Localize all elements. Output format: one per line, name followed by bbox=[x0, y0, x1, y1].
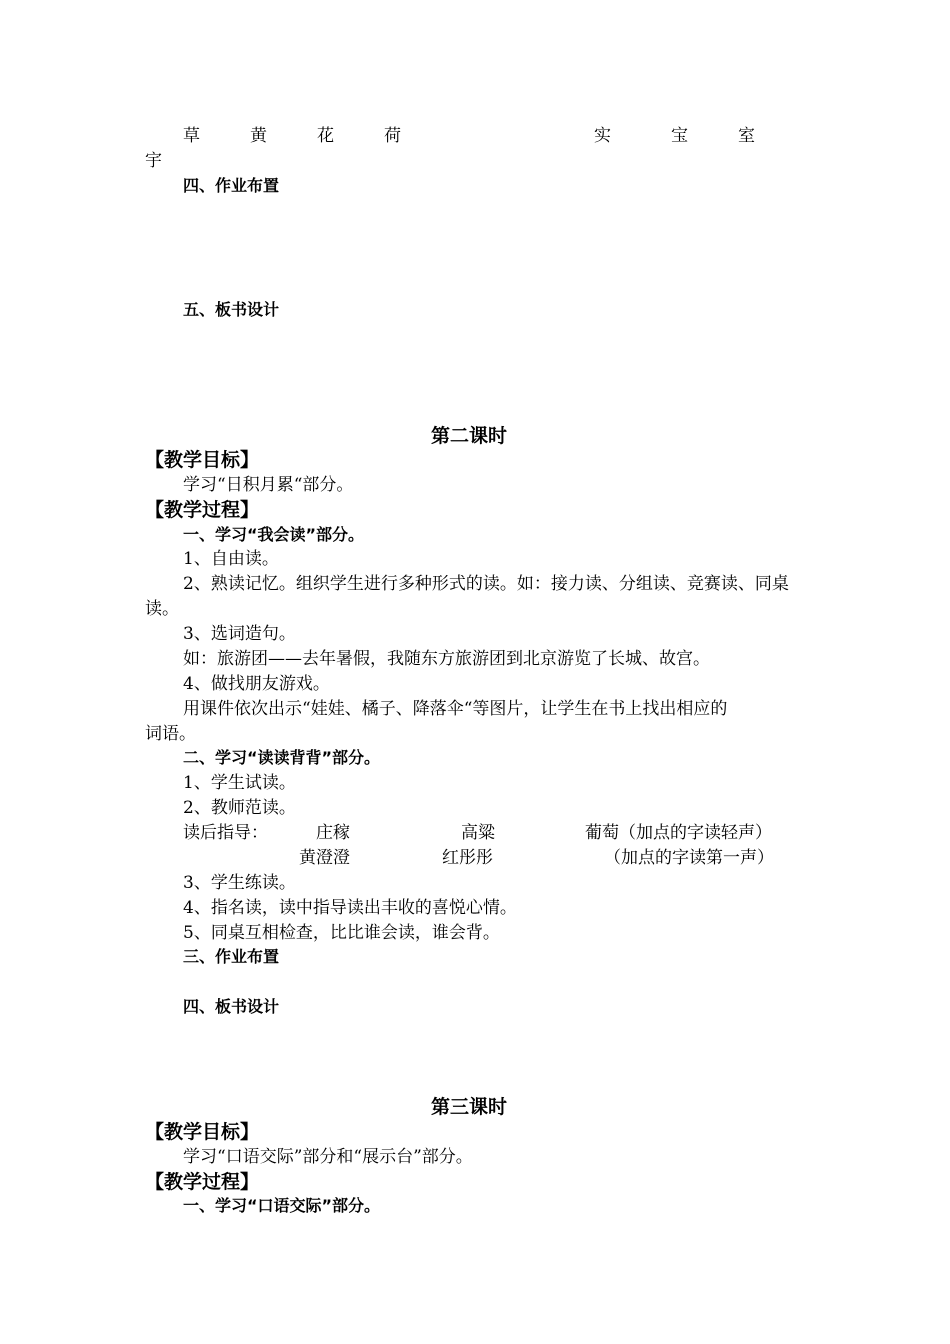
lesson2-section-2: 二、学习“读读背背”部分。 bbox=[183, 748, 381, 767]
char-huang: 黄 bbox=[250, 126, 267, 146]
lesson2-step-1-4-desc: 用课件依次出示“娃娃、橘子、降落伞“等图片，让学生在书上找出相应的 bbox=[183, 699, 728, 719]
lesson2-title: 第二课时 bbox=[431, 425, 508, 447]
char-yu: 宇 bbox=[145, 151, 162, 171]
guide-word-hongtongtong: 红彤彤 bbox=[442, 848, 493, 868]
board-design-heading-1: 五、板书设计 bbox=[183, 300, 280, 319]
guide-note-first-tone: （加点的字读第一声） bbox=[604, 848, 774, 868]
lesson3-process-heading: 【教学过程】 bbox=[145, 1171, 260, 1193]
lesson3-goal-text: 学习“口语交际”部分和“展示台”部分。 bbox=[183, 1147, 473, 1167]
lesson2-step-1-2-cont: 读。 bbox=[145, 599, 179, 619]
guide-word-putao: 葡萄（加点的字读轻声） bbox=[585, 823, 772, 843]
lesson2-step-2-5: 5、同桌互相检查，比比谁会读，谁会背。 bbox=[183, 923, 500, 943]
lesson2-process-heading: 【教学过程】 bbox=[145, 499, 260, 521]
char-he: 荷 bbox=[384, 126, 401, 146]
lesson3-section-1: 一、学习“口语交际”部分。 bbox=[183, 1196, 381, 1215]
homework-heading-1: 四、作业布置 bbox=[183, 176, 280, 195]
lesson2-step-1-3: 3、选词造句。 bbox=[183, 624, 296, 644]
lesson2-step-2-1: 1、学生试读。 bbox=[183, 773, 296, 793]
char-bao: 宝 bbox=[671, 126, 688, 146]
lesson2-section-4: 四、板书设计 bbox=[183, 997, 280, 1016]
lesson2-section-3: 三、作业布置 bbox=[183, 947, 280, 966]
lesson2-step-1-1: 1、自由读。 bbox=[183, 549, 279, 569]
guide-label: 读后指导： bbox=[183, 823, 268, 843]
lesson2-goal-text: 学习“日积月累“部分。 bbox=[183, 475, 354, 495]
lesson2-step-1-4: 4、做找朋友游戏。 bbox=[183, 674, 330, 694]
guide-word-huangdengdeng: 黄澄澄 bbox=[299, 848, 350, 868]
char-shi2: 室 bbox=[738, 126, 755, 146]
char-shi: 实 bbox=[594, 126, 611, 146]
lesson2-step-2-4: 4、指名读，读中指导读出丰收的喜悦心情。 bbox=[183, 898, 517, 918]
lesson2-step-2-2: 2、教师范读。 bbox=[183, 798, 296, 818]
lesson2-step-1-2: 2、熟读记忆。组织学生进行多种形式的读。如：接力读、分组读、竞赛读、同桌 bbox=[183, 574, 789, 594]
char-cao: 草 bbox=[183, 126, 200, 146]
lesson2-goal-heading: 【教学目标】 bbox=[145, 449, 260, 471]
lesson2-step-2-3: 3、学生练读。 bbox=[183, 873, 296, 893]
lesson2-step-1-4-desc-cont: 词语。 bbox=[145, 724, 196, 744]
lesson3-title: 第三课时 bbox=[431, 1096, 508, 1118]
guide-word-zhuangjia: 庄稼 bbox=[316, 823, 350, 843]
lesson3-goal-heading: 【教学目标】 bbox=[145, 1121, 260, 1143]
char-hua: 花 bbox=[317, 126, 334, 146]
lesson2-section-1: 一、学习“我会读”部分。 bbox=[183, 525, 365, 544]
guide-word-gaoliang: 高粱 bbox=[461, 823, 495, 843]
lesson2-step-1-3-example: 如：旅游团——去年暑假，我随东方旅游团到北京游览了长城、故宫。 bbox=[183, 649, 710, 669]
